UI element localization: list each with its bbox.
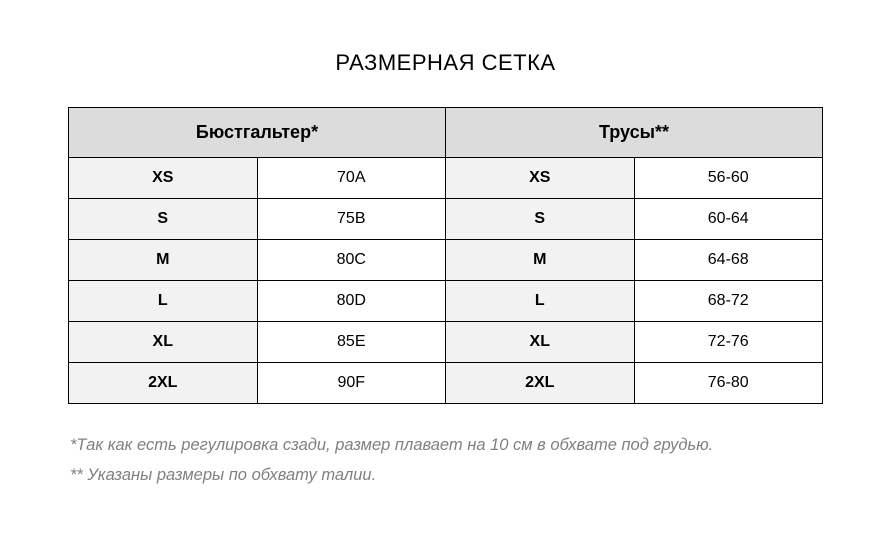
panties-size-value: 72-76 — [634, 322, 823, 363]
bra-size-label: S — [69, 199, 258, 240]
table-row — [69, 240, 823, 281]
panties-size-value: 76-80 — [634, 363, 823, 404]
bra-size-label: XS — [69, 158, 258, 199]
table-row — [69, 199, 823, 240]
panties-size-value: 60-64 — [634, 199, 823, 240]
bra-size-label: L — [69, 281, 258, 322]
panties-size-label: L — [446, 281, 635, 322]
size-table-body — [69, 158, 823, 404]
bra-size-value: 90F — [257, 363, 446, 404]
panties-size-label: XL — [446, 322, 635, 363]
column-group-panties: Трусы** — [446, 108, 823, 158]
panties-size-label: S — [446, 199, 635, 240]
bra-size-value: 80D — [257, 281, 446, 322]
panties-size-value: 68-72 — [634, 281, 823, 322]
header-row — [69, 108, 823, 158]
footnote-panties: ** Указаны размеры по обхвату талии. — [70, 466, 377, 484]
footnote-bra: *Так как есть регулировка сзади, размер плавает на 10 см в обхвате под грудью. — [70, 436, 714, 454]
table-row — [69, 281, 823, 322]
panties-size-value: 56-60 — [634, 158, 823, 199]
bra-size-label: M — [69, 240, 258, 281]
table-row — [69, 363, 823, 404]
bra-size-value: 70A — [257, 158, 446, 199]
bra-size-label: 2XL — [69, 363, 258, 404]
bra-size-label: XL — [69, 322, 258, 363]
table-row — [69, 158, 823, 199]
footnotes — [70, 430, 850, 490]
panties-size-label: 2XL — [446, 363, 635, 404]
column-group-bra: Бюстгальтер* — [69, 108, 446, 158]
size-table — [68, 107, 823, 404]
panties-size-value: 64-68 — [634, 240, 823, 281]
bra-size-value: 80C — [257, 240, 446, 281]
table-row — [69, 322, 823, 363]
size-table-header — [69, 108, 823, 158]
bra-size-value: 85E — [257, 322, 446, 363]
panties-size-label: M — [446, 240, 635, 281]
page-title: РАЗМЕРНАЯ СЕТКА — [335, 50, 556, 75]
panties-size-label: XS — [446, 158, 635, 199]
bra-size-value: 75B — [257, 199, 446, 240]
